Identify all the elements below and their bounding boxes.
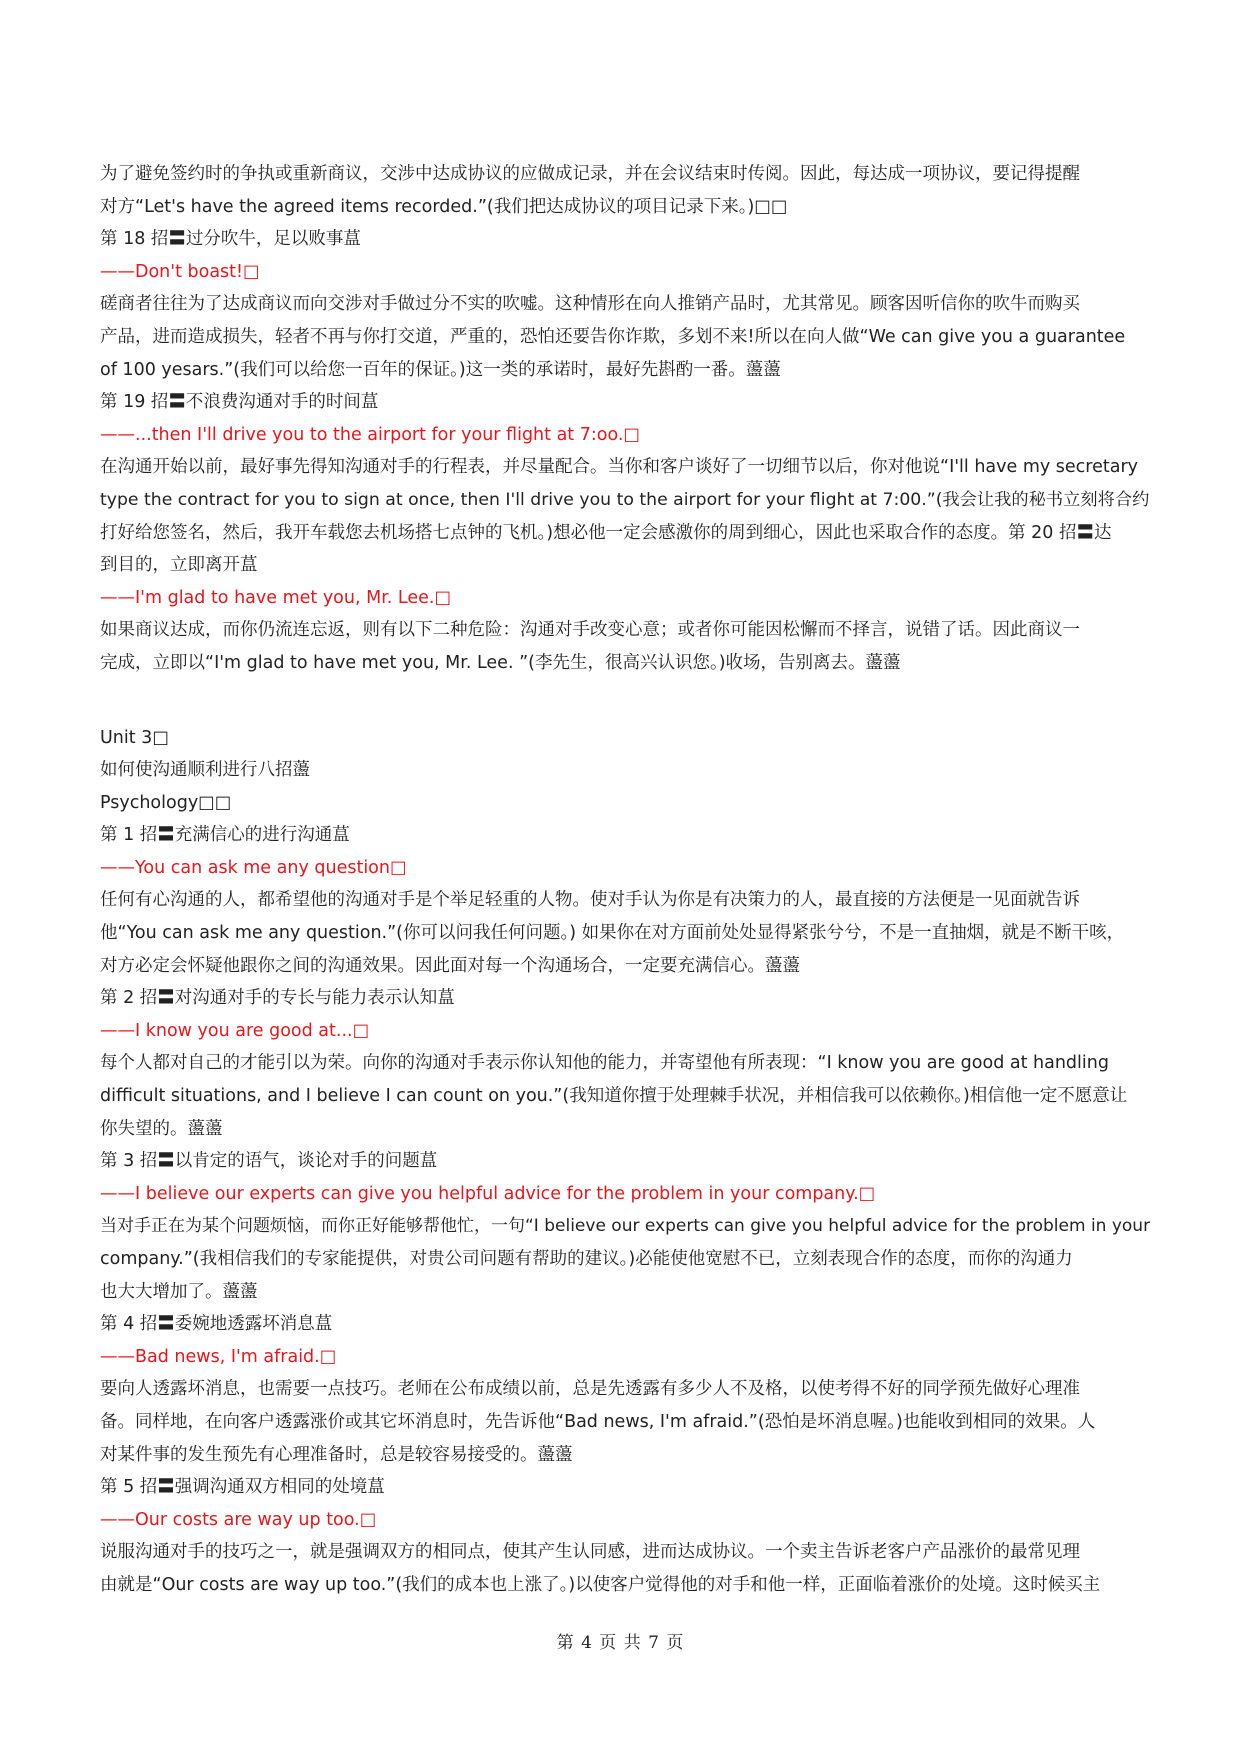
body-text-line: 产品，进而造成损失，轻者不再与你打交道，严重的，恐怕还要告你诈欺，多划不来!所以在向人做“We can give you a guarantee — [100, 326, 1126, 347]
body-text-line: 也大大增加了。蘯蘯 — [100, 1281, 258, 1302]
body-text-line: 完成，立即以“I'm glad to have met you, Mr. Lee. ”(李先生，很高兴认识您。)收场，告别离去。蘯蘯 — [100, 652, 901, 673]
body-text-line: 对某件事的发生预先有心理准备时，总是较容易接受的。蘯蘯 — [100, 1444, 573, 1465]
body-text-line: 你失望的。蘯蘯 — [100, 1118, 223, 1139]
body-text-line: 由就是“Our costs are way up too.”(我们的成本也上涨了。)以使客户觉得他的对手和他一样，正面临着涨价的处境。这时候买主 — [100, 1574, 1101, 1595]
page-number-footer: 第 4 页 共 7 页 — [556, 1633, 685, 1653]
body-text-line: difficult situations, and I believe I can count on you.”(我知道你擅于处理棘手状况，并相信我可以依赖你。)相信他一定不愿意让 — [100, 1086, 1128, 1107]
unit-heading: Unit 3□ — [100, 727, 169, 748]
section-heading: 第 5 招〓强调沟通双方相同的处境蒀 — [100, 1477, 385, 1498]
body-text-line: company.”(我相信我们的专家能提供，对贵公司问题有帮助的建议。)必能使他宽慰不已，立刻表现合作的态度，而你的沟通力 — [100, 1249, 1073, 1269]
section-heading: 第 3 招〓以肯定的语气，谈论对手的问题蒀 — [100, 1151, 438, 1172]
body-text-line: 磋商者往往为了达成商议而向交涉对手做过分不实的吹嘘。这种情形在向人推销产品时，尤其常见。顾客因听信你的吹牛而购买 — [100, 294, 1080, 315]
section-heading: 第 1 招〓充满信心的进行沟通蒀 — [100, 825, 350, 846]
key-phrase: ——...then I'll drive you to the airport for your flight at 7:oo.□ — [100, 424, 640, 445]
key-phrase: ——I'm glad to have met you, Mr. Lee.□ — [100, 587, 451, 608]
body-text-line: of 100 yesars.”(我们可以给您一百年的保证。)这一类的承诺时，最好先斟酌一番。蘯蘯 — [100, 359, 781, 380]
body-text-line: 如果商议达成，而你仍流连忘返，则有以下二种危险：沟通对手改变心意；或者你可能因松懈而不择言，说错了话。因此商议一 — [100, 620, 1080, 641]
body-text-line: 对方必定会怀疑他跟你之间的沟通效果。因此面对每一个沟通场合，一定要充满信心。蘯蘯 — [100, 955, 800, 976]
body-text-line: 打好给您签名，然后，我开车载您去机场搭七点钟的飞机。)想必他一定会感激你的周到细心，因此也采取合作的态度。第 20 招〓达 — [100, 522, 1112, 543]
body-text-line: 要向人透露坏消息，也需要一点技巧。老师在公布成绩以前，总是先透露有多少人不及格，以使考得不好的同学预先做好心理准 — [100, 1379, 1080, 1400]
body-text-line: 任何有心沟通的人，都希望他的沟通对手是个举足轻重的人物。使对手认为你是有决策力的人，最直接的方法便是一见面就告诉 — [100, 890, 1080, 911]
key-phrase: ——You can ask me any question□ — [100, 857, 407, 878]
key-phrase: ——I believe our experts can give you helpful advice for the problem in your company.□ — [100, 1183, 876, 1204]
body-text-line: 说服沟通对手的技巧之一，就是强调双方的相同点，使其产生认同感，进而达成协议。一个卖主告诉老客户产品涨价的最常见理 — [100, 1542, 1080, 1563]
body-text-line: 当对手正在为某个问题烦恼，而你正好能够帮他忙，一句“I believe our experts can give you helpful advice for the problem in your — [100, 1216, 1150, 1237]
section-heading: 第 18 招〓过分吹牛，足以败事蒀 — [100, 229, 361, 250]
body-text-line: 在沟通开始以前，最好事先得知沟通对手的行程表，并尽量配合。当你和客户谈好了一切细节以后，你对他说“I'll have my secretary — [100, 457, 1139, 478]
body-text-line: 备。同样地，在向客户透露涨价或其它坏消息时，先告诉他“Bad news, I'm afraid.”(恐怕是坏消息喔。)也能收到相同的效果。人 — [100, 1411, 1096, 1432]
key-phrase: ——Don't boast!□ — [100, 261, 260, 282]
body-text-line: 每个人都对自己的才能引以为荣。向你的沟通对手表示你认知他的能力，并寄望他有所表现：“I know you are good at handling — [100, 1053, 1109, 1074]
body-text-line: 对方“Let's have the agreed items recorded.”(我们把达成协议的项目记录下来。)□□ — [100, 196, 788, 217]
key-phrase: ——I know you are good at...□ — [100, 1020, 370, 1041]
paragraph-gap — [100, 680, 1150, 722]
section-heading: 第 4 招〓委婉地透露坏消息蒀 — [100, 1314, 333, 1335]
body-text-line: 到目的，立即离开蒀 — [100, 555, 258, 576]
body-text-line: 他“You can ask me any question.”(你可以问我任何问题。) 如果你在对方面前处处显得紧张兮兮，不是一直抽烟，就是不断干咳， — [100, 923, 1125, 944]
key-phrase: ——Our costs are way up too.□ — [100, 1509, 377, 1530]
document-body — [100, 158, 1150, 1602]
unit-title: 如何使沟通顺利进行八招蘯 — [100, 760, 310, 781]
unit-subtitle: Psychology□□ — [100, 792, 232, 813]
body-text-line: 为了避免签约时的争执或重新商议，交涉中达成协议的应做成记录，并在会议结束时传阅。因此，每达成一项协议，要记得提醒 — [100, 164, 1080, 184]
section-heading: 第 19 招〓不浪费沟通对手的时间蒀 — [100, 392, 379, 413]
section-heading: 第 2 招〓对沟通对手的专长与能力表示认知蒀 — [100, 988, 455, 1009]
body-text-line: type the contract for you to sign at once, then I'll drive you to the airport for your flight at 7:00.”(我会让我的秘书立刻将合约 — [100, 489, 1150, 510]
key-phrase: ——Bad news, I'm afraid.□ — [100, 1346, 337, 1367]
